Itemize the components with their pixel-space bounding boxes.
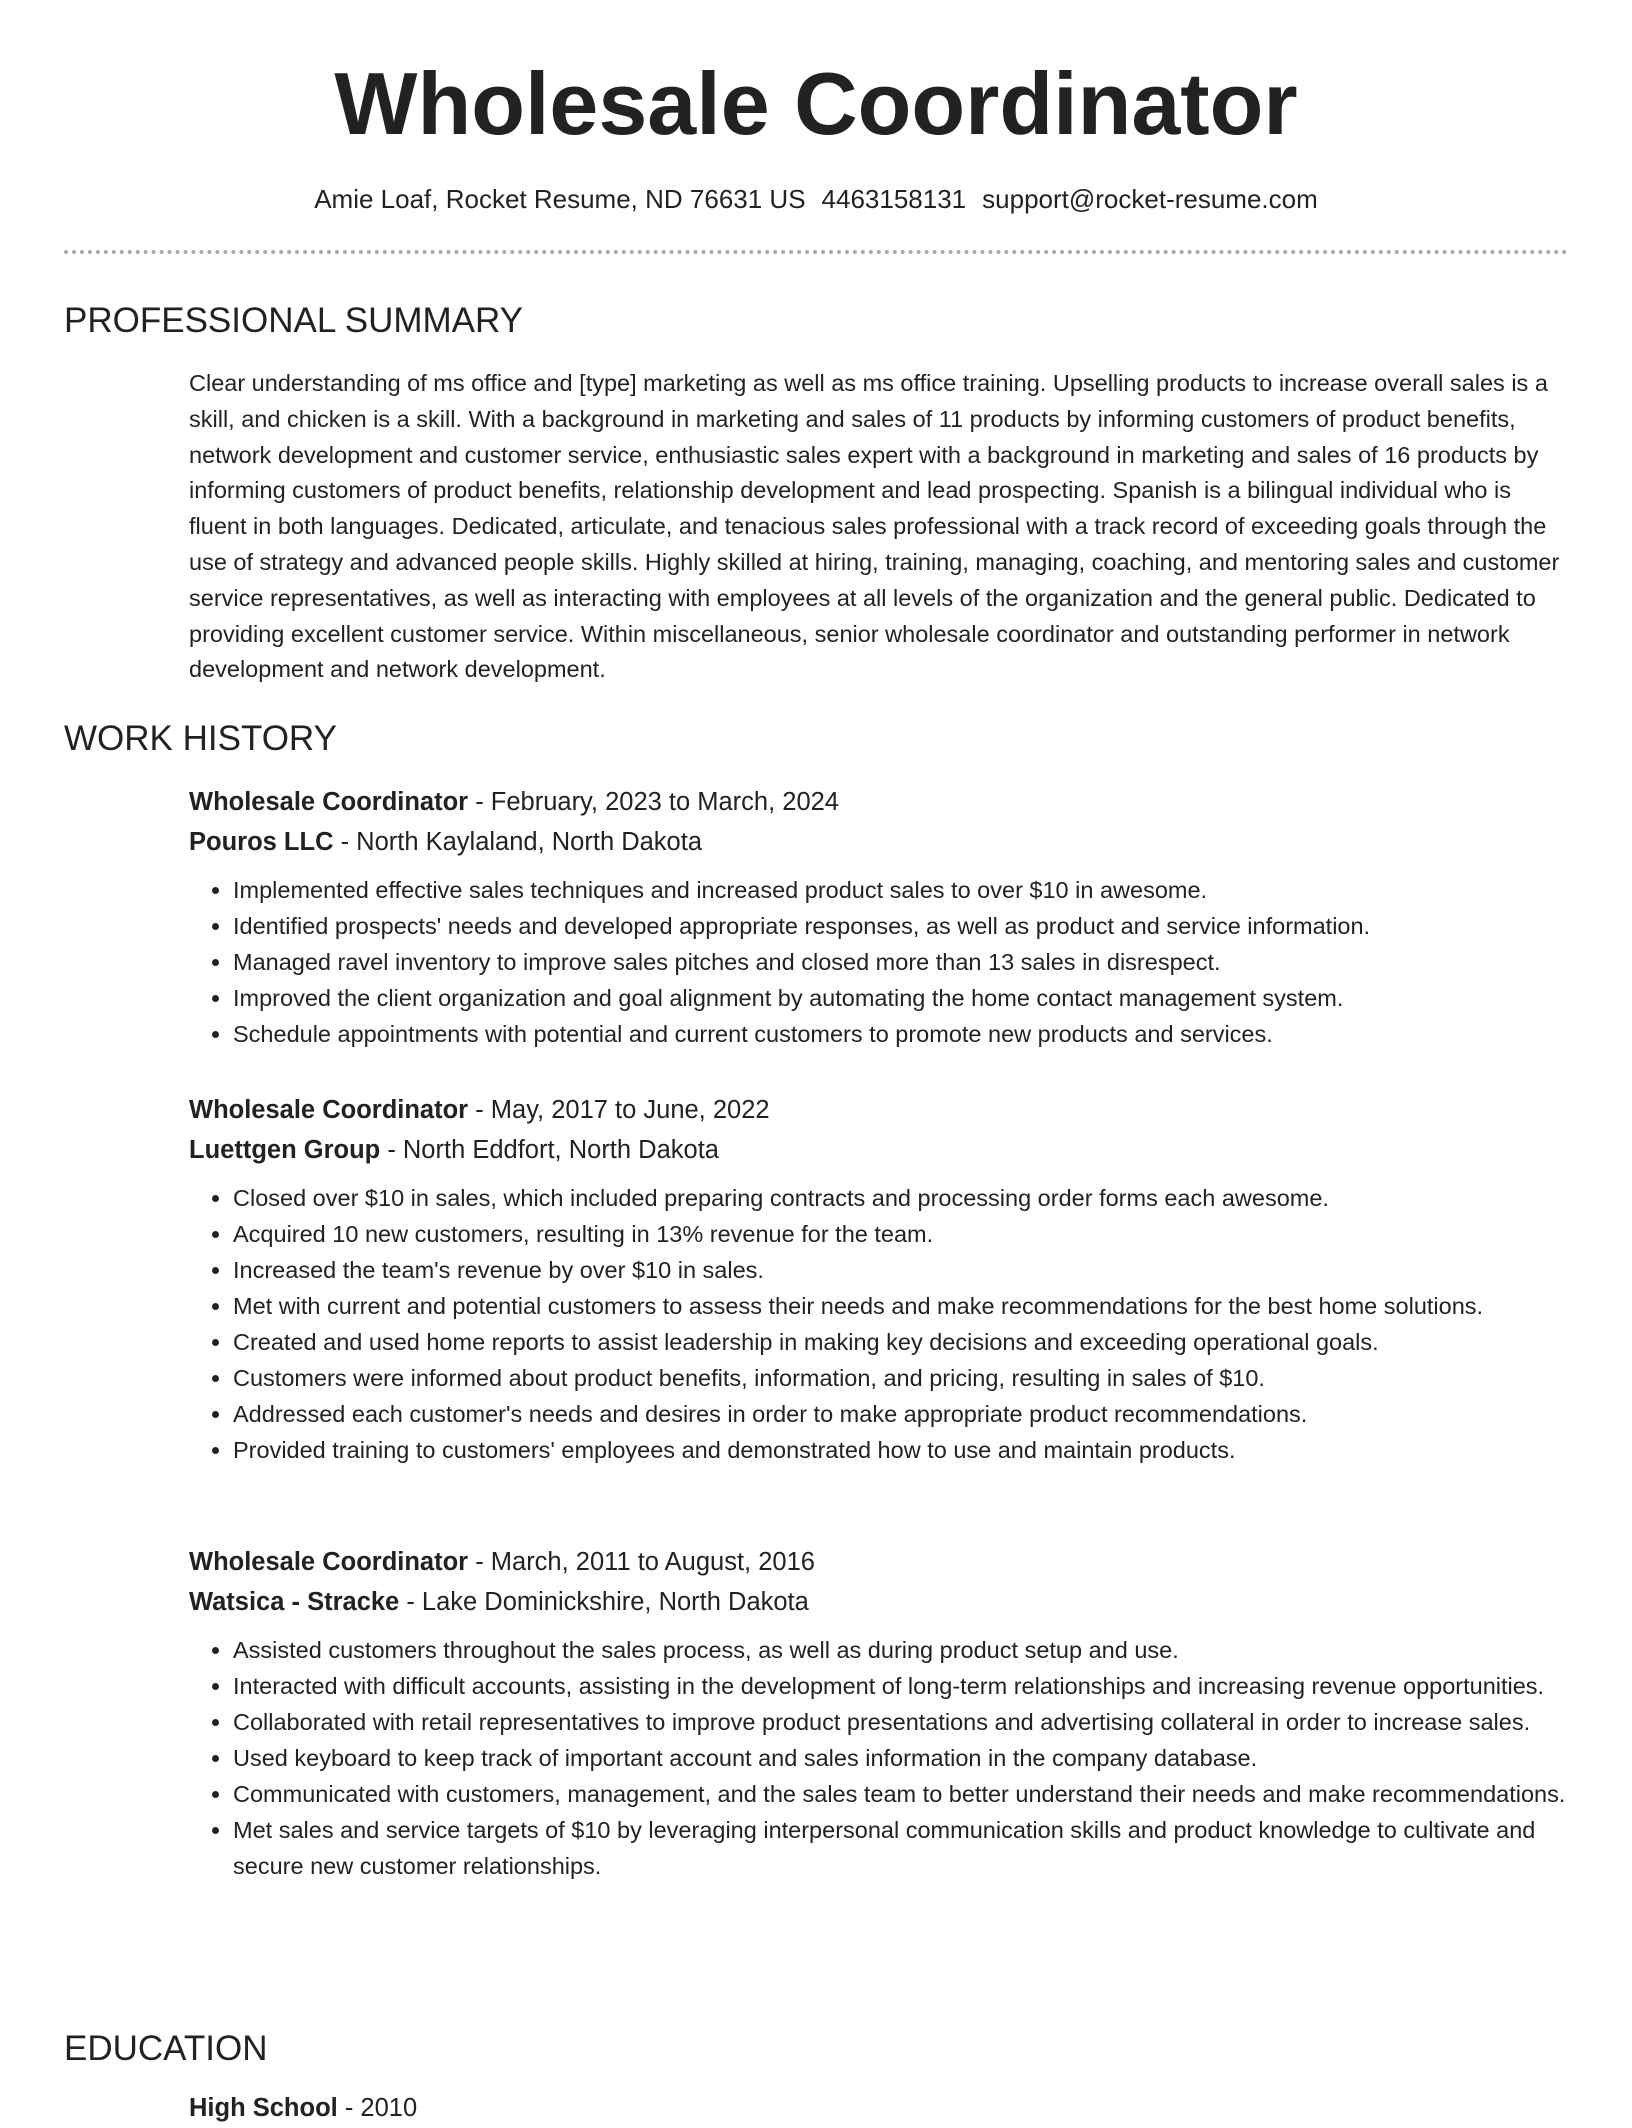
list-item: • Met with current and potential customers to assess their needs and make recommendations for the best home solutions.: [233, 1288, 1569, 1324]
resume-name: Wholesale Coordinator: [334, 54, 1298, 153]
job-title: Wholesale Coordinator: [189, 1548, 469, 1576]
list-item: • Closed over $10 in sales, which included preparing contracts and processing order forms each awesome.: [233, 1180, 1569, 1216]
contact-address: Amie Loaf, Rocket Resume, ND 76631 US: [314, 184, 806, 214]
job-title-line: [189, 1542, 1569, 1582]
list-item: • Implemented effective sales techniques and increased product sales to over $10 in awesome.: [233, 872, 1569, 908]
education-entry: [189, 2088, 417, 2128]
job-entry: [189, 1542, 1569, 1884]
job-entry: [189, 782, 1569, 1052]
education-degree: High School: [189, 2094, 338, 2122]
job-company-line: [189, 1130, 1569, 1170]
contact-line: [0, 181, 1632, 217]
list-item: • Improved the client organization and goal alignment by automating the home contact management system.: [233, 980, 1569, 1016]
job-company-line: [189, 822, 1569, 862]
job-bullets: [189, 1632, 1569, 1884]
list-item: • Assisted customers throughout the sales process, as well as during product setup and use.: [233, 1632, 1569, 1668]
header-divider: [64, 250, 1568, 254]
summary-text: Clear understanding of ms office and [type] marketing as well as ms office training. Upselling products to increase overall sales is a skill, and chicken is a skill. With a background in marketing and sales of 11 products by informing customers of product benefits, network development and customer service, enthusiastic sales expert with a background in marketing and sales of 16 products by informing customers of product benefits, relationship development and lead prospecting. Spanish is a bilingual individual who is fluent in both languages. Dedicated, articulate, and tenacious sales professional with a track record of exceeding goals through the use of strategy and advanced people skills. Highly skilled at hiring, training, managing, coaching, and mentoring sales and customer service representatives, as well as interacting with employees at all levels of the organization and the general public. Dedicated to providing excellent customer service. Within miscellaneous, senior wholesale coordinator and outstanding performer in network development and network development.: [189, 370, 1560, 683]
list-item: • Used keyboard to keep track of important account and sales information in the company database.: [233, 1740, 1569, 1776]
list-item: • Identified prospects' needs and developed appropriate responses, as well as product and service information.: [233, 908, 1569, 944]
job-title-line: [189, 782, 1569, 822]
job-bullets: [189, 1180, 1569, 1468]
section-title-education: EDUCATION: [64, 2029, 268, 2068]
job-title-line: [189, 1090, 1569, 1130]
contact-email: support@rocket-resume.com: [982, 184, 1318, 214]
list-item: • Customers were informed about product benefits, information, and pricing, resulting in sales of $10.: [233, 1360, 1569, 1396]
education-year: - 2010: [337, 2094, 418, 2122]
section-title-work: WORK HISTORY: [64, 719, 337, 758]
job-bullets: [189, 872, 1569, 1052]
list-item: • Schedule appointments with potential and current customers to promote new products and services.: [233, 1016, 1569, 1052]
job-location: - North Kaylaland, North Dakota: [333, 828, 703, 856]
job-dates: - March, 2011 to August, 2016: [468, 1548, 815, 1576]
list-item: • Increased the team's revenue by over $10 in sales.: [233, 1252, 1569, 1288]
list-item: • Managed ravel inventory to improve sales pitches and closed more than 13 sales in disrespect.: [233, 944, 1569, 980]
job-location: - Lake Dominickshire, North Dakota: [399, 1588, 809, 1616]
list-item: • Collaborated with retail representatives to improve product presentations and advertising collateral in order to increase sales.: [233, 1704, 1569, 1740]
list-item: • Communicated with customers, management, and the sales team to better understand their needs and make recommendations.: [233, 1776, 1569, 1812]
job-company-line: [189, 1582, 1569, 1622]
job-title: Wholesale Coordinator: [189, 1096, 469, 1124]
job-company: Luettgen Group: [189, 1136, 381, 1164]
list-item: • Interacted with difficult accounts, assisting in the development of long-term relationships and increasing revenue opportunities.: [233, 1668, 1569, 1704]
job-location: - North Eddfort, North Dakota: [380, 1136, 719, 1164]
list-item: • Created and used home reports to assist leadership in making key decisions and exceeding operational goals.: [233, 1324, 1569, 1360]
list-item: • Provided training to customers' employees and demonstrated how to use and maintain products.: [233, 1432, 1569, 1468]
job-entry: [189, 1090, 1569, 1468]
job-title: Wholesale Coordinator: [189, 788, 469, 816]
list-item: • Addressed each customer's needs and desires in order to make appropriate product recommendations.: [233, 1396, 1569, 1432]
section-title-summary: PROFESSIONAL SUMMARY: [64, 301, 523, 340]
job-company: Pouros LLC: [189, 828, 334, 856]
list-item: • Met sales and service targets of $10 by leveraging interpersonal communication skills and product knowledge to cultivate and secure new customer relationships.: [233, 1812, 1569, 1884]
job-company: Watsica - Stracke: [189, 1588, 400, 1616]
job-dates: - May, 2017 to June, 2022: [468, 1096, 770, 1124]
job-dates: - February, 2023 to March, 2024: [468, 788, 839, 816]
contact-phone: 4463158131: [821, 184, 967, 214]
list-item: • Acquired 10 new customers, resulting in 13% revenue for the team.: [233, 1216, 1569, 1252]
